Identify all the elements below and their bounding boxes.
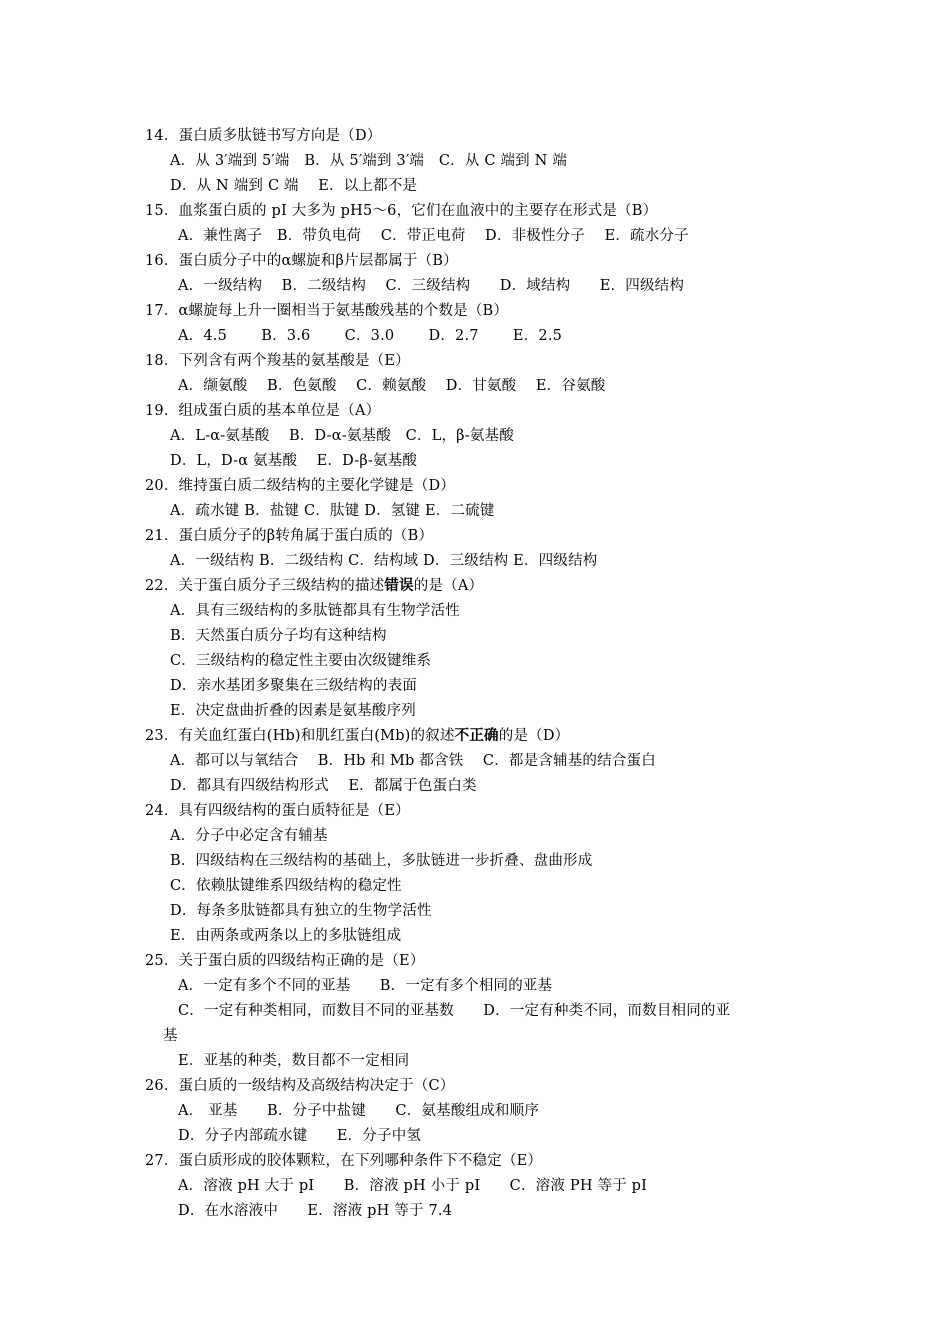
option-line: C．三级结构的稳定性主要由次级键维系: [170, 653, 432, 669]
question-line: 24．具有四级结构的蛋白质特征是（E）: [145, 803, 410, 819]
question-line: 26．蛋白质的一级结构及高级结构决定于（C）: [145, 1078, 455, 1094]
option-line: A．一级结构 B．二级结构 C．三级结构 D．域结构 E．四级结构: [178, 278, 685, 294]
option-line: E．决定盘曲折叠的因素是氨基酸序列: [170, 703, 416, 719]
option-line: A．L-α-氨基酸 B．D-α-氨基酸 C．L，β-氨基酸: [170, 428, 514, 444]
question-line: 14．蛋白质多肽链书写方向是（D）: [145, 128, 382, 144]
option-line: D．L，D-α 氨基酸 E．D-β-氨基酸: [170, 453, 418, 469]
question-line: 25．关于蛋白质的四级结构正确的是（E）: [145, 953, 425, 969]
option-line: D．从 N 端到 C 端 E．以上都不是: [170, 178, 418, 194]
option-line: A．具有三级结构的多肽链都具有生物学活性: [170, 603, 460, 619]
option-line: B．天然蛋白质分子均有这种结构: [170, 628, 387, 644]
option-line: A． 亚基 B．分子中盐键 C．氨基酸组成和顺序: [178, 1103, 540, 1119]
option-line: C．一定有种类相同，而数目不同的亚基数 D．一定有种类不同，而数目相同的亚: [178, 1003, 731, 1019]
question-line: 18．下列含有两个羧基的氨基酸是（E）: [145, 353, 410, 369]
option-line: E．亚基的种类，数目都不一定相同: [178, 1053, 410, 1069]
question-line: 19．组成蛋白质的基本单位是（A）: [145, 403, 381, 419]
option-line: A．缬氨酸 B．色氨酸 C．赖氨酸 D．甘氨酸 E．谷氨酸: [178, 378, 606, 394]
option-line: D．亲水基团多聚集在三级结构的表面: [170, 678, 418, 694]
option-line: E．由两条或两条以上的多肽链组成: [170, 928, 402, 944]
option-line: D．都具有四级结构形式 E．都属于色蛋白类: [170, 778, 477, 794]
emphasis-text: 不正确: [454, 727, 499, 744]
option-line: A．4.5 B．3.6 C．3.0 D．2.7 E．2.5: [178, 328, 563, 344]
option-line: A．溶液 pH 大于 pI B．溶液 pH 小于 pI C．溶液 PH 等于 pI: [178, 1178, 648, 1194]
option-line: A．疏水键 B．盐键 C．肽键 D．氢键 E．二硫键: [170, 503, 495, 519]
question-line: 16．蛋白质分子中的α螺旋和β片层都属于（B）: [145, 253, 458, 269]
question-line: 23．有关血红蛋白(Hb)和肌红蛋白(Mb)的叙述不正确的是（D）: [145, 727, 570, 744]
option-line: D．在水溶液中 E．溶液 pH 等于 7.4: [178, 1203, 453, 1219]
emphasis-text: 错误: [384, 577, 414, 594]
option-line: 基: [163, 1028, 178, 1044]
option-line: A．一级结构 B．二级结构 C．结构域 D．三级结构 E．四级结构: [170, 553, 598, 569]
option-line: A．兼性离子 B．带负电荷 C．带正电荷 D．非极性分子 E．疏水分子: [178, 228, 689, 244]
option-line: C．依赖肽键维系四级结构的稳定性: [170, 878, 402, 894]
question-line: 20．维持蛋白质二级结构的主要化学键是（D）: [145, 478, 455, 494]
option-line: D．分子内部疏水键 E．分子中氢: [178, 1128, 422, 1144]
question-line: 22．关于蛋白质分子三级结构的描述错误的是（A）: [145, 577, 484, 594]
question-line: 15．血浆蛋白质的 pI 大多为 pH5～6，它们在血液中的主要存在形式是（B）: [145, 203, 658, 219]
question-line: 21．蛋白质分子的β转角属于蛋白质的（B）: [145, 528, 434, 544]
option-line: A．分子中必定含有辅基: [170, 828, 328, 844]
question-line: 17．α螺旋每上升一圈相当于氨基酸残基的个数是（B）: [145, 303, 509, 319]
option-line: B．四级结构在三级结构的基础上，多肽链进一步折叠、盘曲形成: [170, 853, 593, 869]
option-line: A．一定有多个不同的亚基 B．一定有多个相同的亚基: [178, 978, 553, 994]
option-line: A．从 3′端到 5′端 B．从 5′端到 3′端 C．从 C 端到 N 端: [170, 153, 568, 169]
question-line: 27．蛋白质形成的胶体颗粒，在下列哪种条件下不稳定（E）: [145, 1153, 543, 1169]
option-line: A．都可以与氧结合 B．Hb 和 Mb 都含铁 C．都是含辅基的结合蛋白: [170, 753, 656, 769]
option-line: D．每条多肽链都具有独立的生物学活性: [170, 903, 432, 919]
